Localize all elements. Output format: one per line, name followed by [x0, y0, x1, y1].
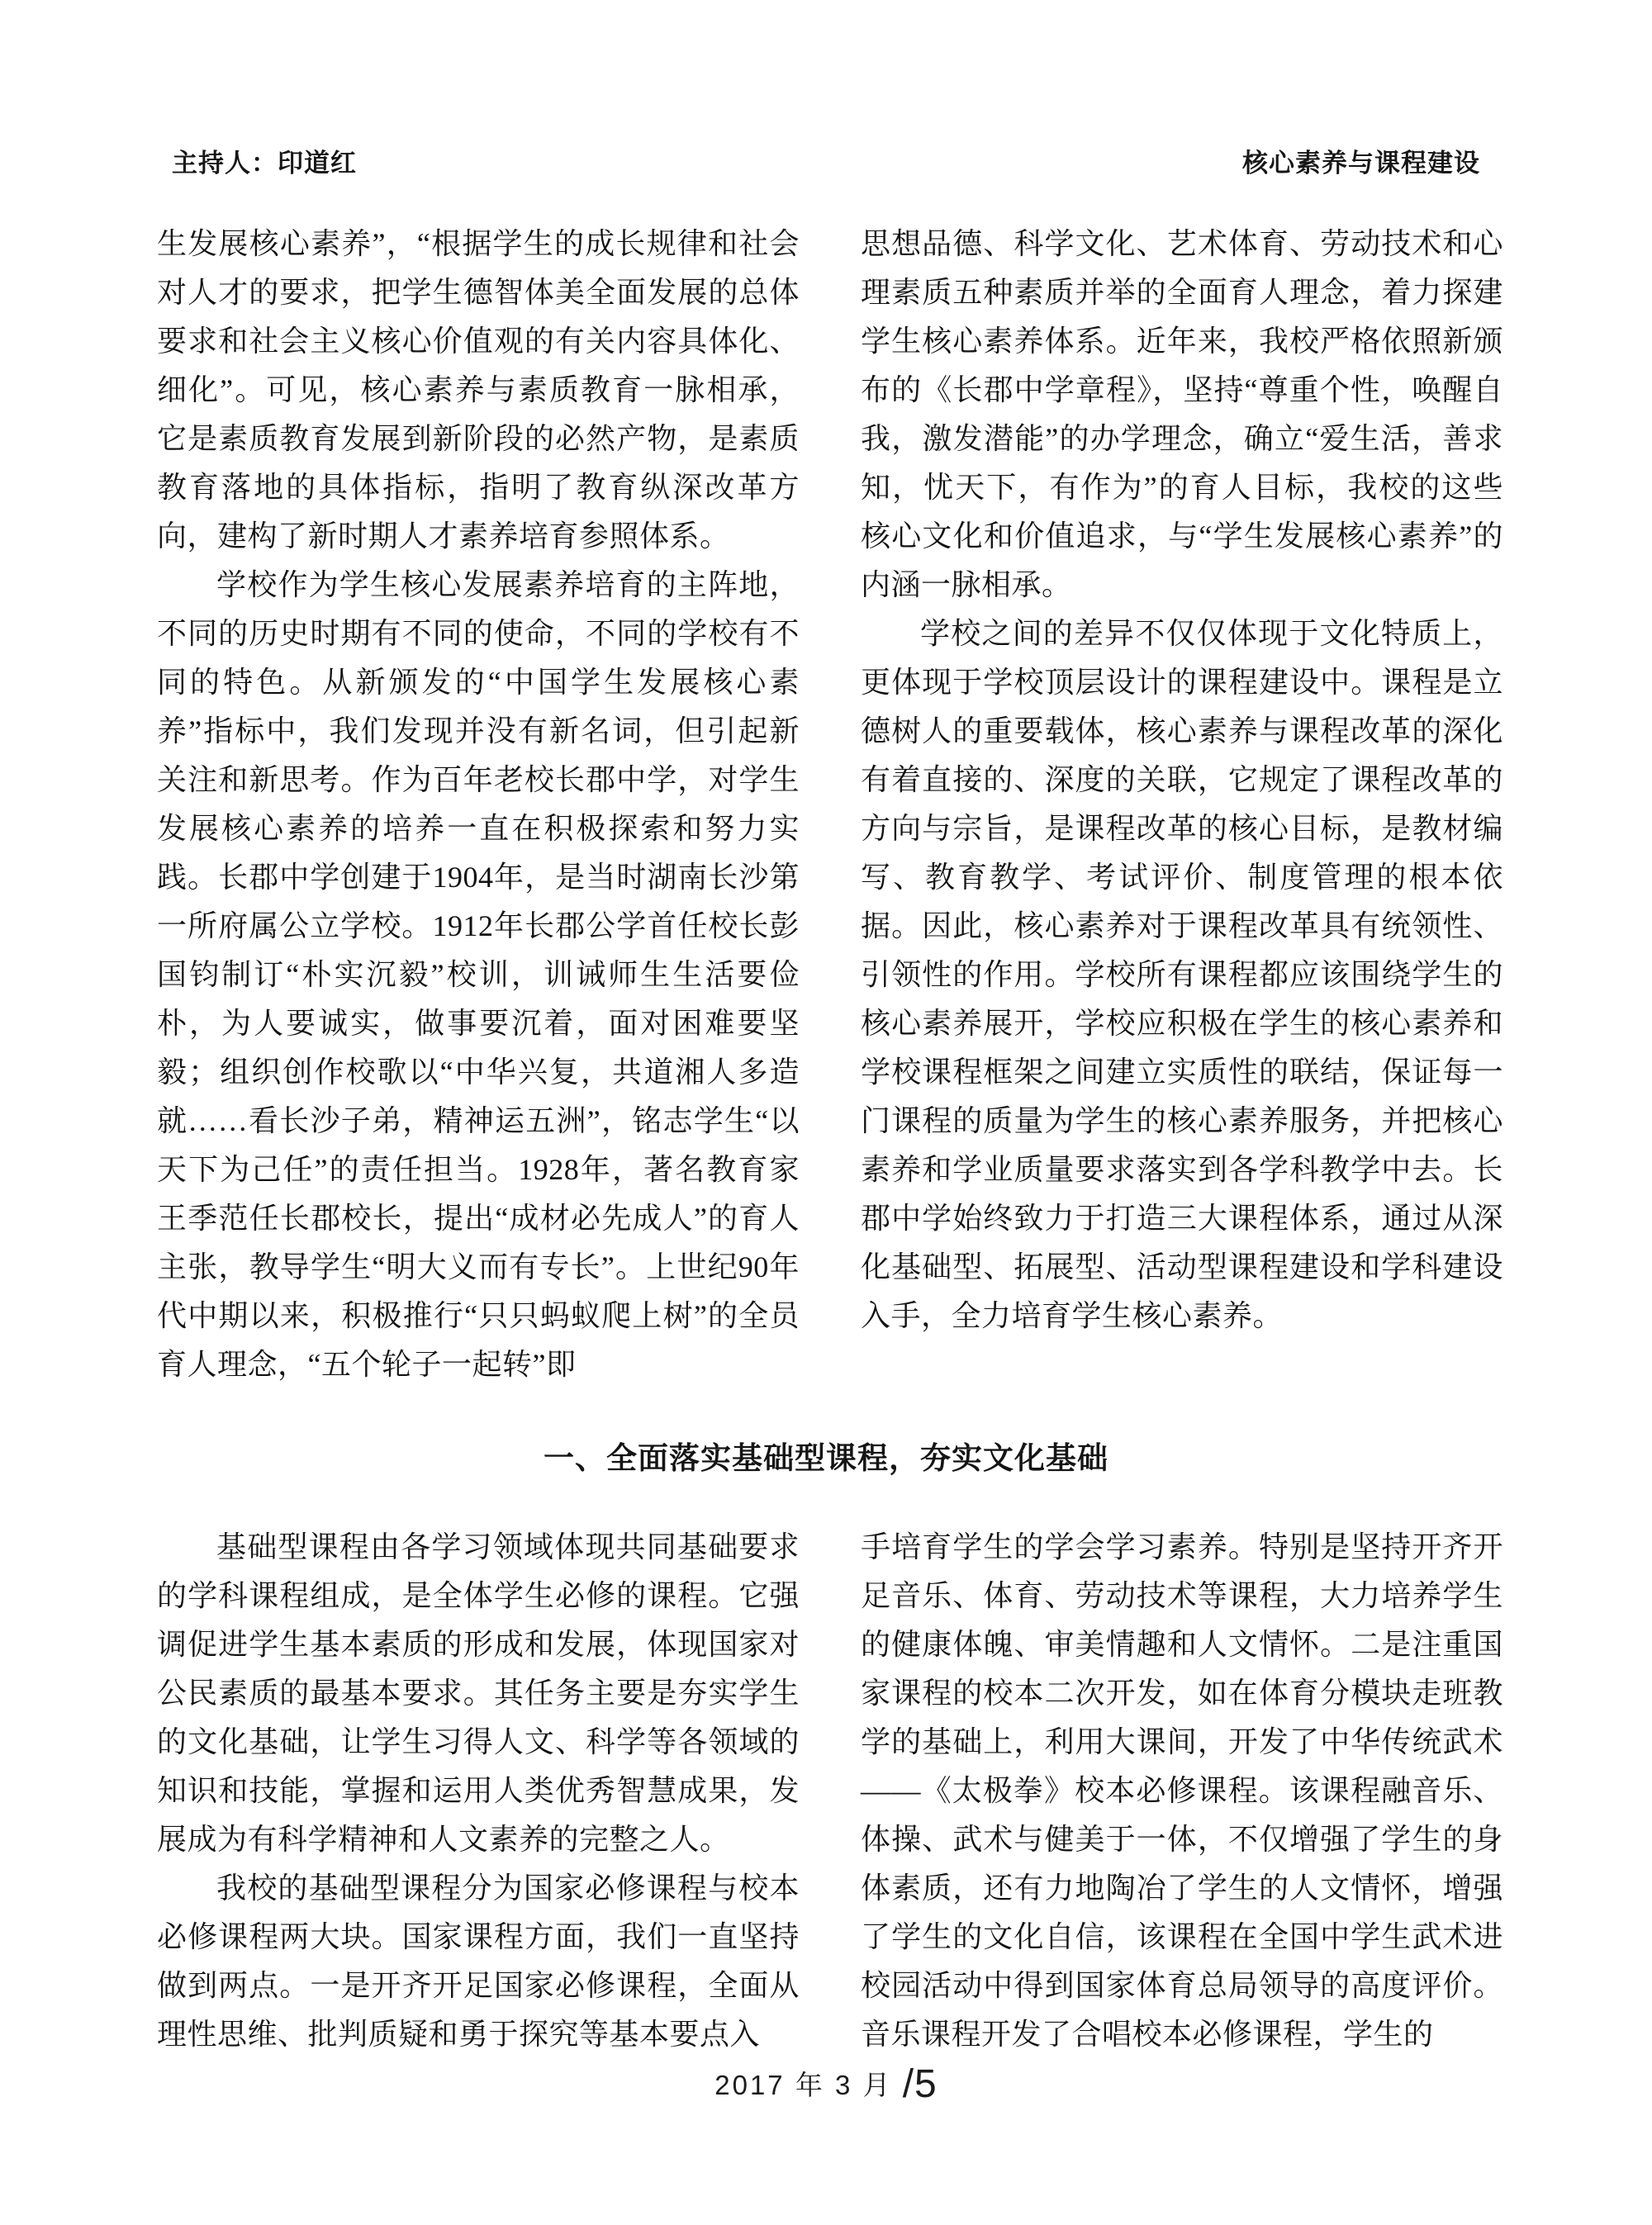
page-footer — [0, 2063, 1652, 2107]
header-column-title: 核心素养与课程建设 — [1242, 149, 1480, 178]
paragraph: 学校之间的差异不仅仅体现于文化特质上，更体现于学校顶层设计的课程建设中。课程是立德树人的重要载体，核心素养与课程改革的深化有着直接的、深度的关联，它规定了课程改革的方向与宗旨，是课程改革的核心目标，是教材编写、教育教学、考试评价、制度管理的根本依据。因此，核心素养对于课程改革具有统领性、引领性的作用。学校所有课程都应该围绕学生的核心素养展开，学校应积极在学生的核心素养和学校课程框架之间建立实质性的联结，保证每一门课程的质量为学生的核心素养服务，并把核心素养和学业质量要求落实到各学科教学中去。长郡中学始终致力于打造三大课程体系，通过从深化基础型、拓展型、活动型课程建设和学科建设入手，全力培育学生核心素养。 — [861, 617, 1503, 1332]
paragraph: 我校的基础型课程分为国家必修课程与校本必修课程两大块。国家课程方面，我们一直坚持做到两点。一是开齐开足国家必修课程，全面从理性思维、批判质疑和勇于探究等基本要点入 — [157, 1872, 800, 2051]
paragraph: 生发展核心素养”，“根据学生的成长规律和社会对人才的要求，把学生德智体美全面发展的总体要求和社会主义核心价值观的有关内容具体化、细化”。可见，核心素养与素质教育一脉相承，它是素质教育发展到新阶段的必然产物，是素质教育落地的具体指标，指明了教育纵深改革方向，建构了新时期人才素养培育参照体系。 — [157, 227, 800, 553]
footer-date: 2017 年 3 月 — [714, 2070, 903, 2100]
paragraph: 思想品德、科学文化、艺术体育、劳动技术和心理素质五种素质并举的全面育人理念，着力探建学生核心素养体系。近年来，我校严格依照新颁布的《长郡中学章程》，坚持“尊重个性，唤醒自我，激发潜能”的办学理念，确立“爱生活，善求知，忧天下，有作为”的育人目标，我校的这些核心文化和价值追求，与“学生发展核心素养”的内涵一脉相承。 — [861, 227, 1503, 601]
section-heading: 一、全面落实基础型课程，夯实文化基础 — [544, 1441, 1108, 1475]
header-moderator: 主持人：印道红 — [172, 149, 357, 178]
lower-left-column — [157, 1523, 800, 2059]
footer-page-number: /5 — [902, 2062, 938, 2106]
paragraph: 手培育学生的学会学习素养。特别是坚持开齐开足音乐、体育、劳动技术等课程，大力培养学生的健康体魄、审美情趣和人文情怀。二是注重国家课程的校本二次开发，如在体育分模块走班教学的基础上，利用大课间，开发了中华传统武术——《太极拳》校本必修课程。该课程融音乐、体操、武术与健美于一体，不仅增强了学生的身体素质，还有力地陶冶了学生的人文情怀，增强了学生的文化自信，该课程在全国中学生武术进校园活动中得到国家体育总局领导的高度评价。音乐课程开发了合唱校本必修课程，学生的 — [861, 1530, 1503, 2051]
paragraph: 基础型课程由各学习领域体现共同基础要求的学科课程组成，是全体学生必修的课程。它强调促进学生基本素质的形成和发展，体现国家对公民素质的最基本要求。其任务主要是夯实学生的文化基础，让学生习得人文、科学等各领域的知识和技能，掌握和运用人类优秀智慧成果，发展成为有科学精神和人文素养的完整之人。 — [157, 1530, 800, 1856]
upper-left-column — [157, 220, 800, 1389]
upper-right-column — [861, 220, 1503, 1340]
lower-right-column — [861, 1523, 1503, 2059]
paragraph: 学校作为学生核心发展素养培育的主阵地，不同的历史时期有不同的使命，不同的学校有不同的特色。从新颁发的“中国学生发展核心素养”指标中，我们发现并没有新名词，但引起新关注和新思考。作为百年老校长郡中学，对学生发展核心素养的培养一直在积极探索和努力实践。长郡中学创建于1904年，是当时湖南长沙第一所府属公立学校。1912年长郡公学首任校长彭国钧制订“朴实沉毅”校训，训诫师生生活要俭朴，为人要诚实，做事要沉着，面对困难要坚毅；组织创作校歌以“中华兴复，共道湘人多造就……看长沙子弟，精神运五洲”，铭志学生“以天下为己任”的责任担当。1928年，著名教育家王季范任长郡校长，提出“成材必先成人”的育人主张，教导学生“明大义而有专长”。上世纪90年代中期以来，积极推行“只只蚂蚁爬上树”的全员育人理念，“五个轮子一起转”即 — [157, 568, 800, 1381]
